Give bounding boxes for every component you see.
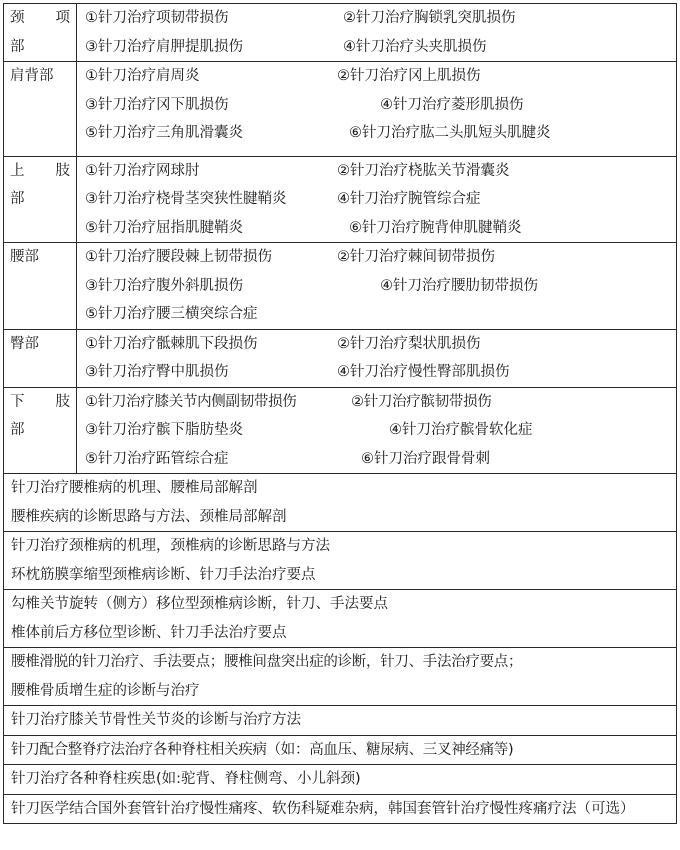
item-line [85, 358, 676, 387]
item-line [85, 243, 676, 272]
region-label: 下 肢 [10, 393, 70, 410]
topic-cell [4, 474, 677, 532]
item-line [85, 330, 676, 359]
treatment-item: ①针刀治疗肩周炎 [85, 68, 200, 84]
topic-text: 腰椎骨质增生症的诊断与治疗 [11, 682, 200, 699]
treatment-item: ⑥针刀治疗肱二头肌短头肌腱炎 [349, 125, 551, 141]
item-line [85, 214, 676, 243]
treatment-item: ③针刀治疗髌下脂肪垫炎 [85, 422, 243, 438]
treatment-item: ①针刀治疗腰段棘上韧带损伤 [85, 249, 272, 265]
item-line [85, 62, 676, 91]
treatment-item: ①针刀治疗膝关节内侧副韧带损伤 [85, 393, 297, 410]
treatment-item: ⑥针刀治疗跟骨骨刺 [361, 450, 490, 467]
topic-cell [4, 765, 677, 795]
region-label: 部 [10, 422, 25, 438]
treatment-item: ④针刀治疗菱形肌损伤 [380, 96, 524, 113]
item-line [85, 119, 676, 148]
treatment-item: ①针刀治疗网球肘 [85, 162, 200, 179]
treatment-item: ②针刀治疗桡肱关节滑囊炎 [337, 162, 510, 179]
treatment-item: ①针刀治疗项韧带损伤 [85, 10, 229, 26]
topic-text: 针刀治疗各种脊柱疾患(如:驼背、脊柱侧弯、小儿斜颈) [11, 771, 361, 787]
item-line [85, 4, 676, 33]
item-line [85, 91, 676, 120]
treatment-item: ⑤针刀治疗三角肌滑囊炎 [85, 125, 243, 141]
region-items-cell [77, 62, 677, 157]
treatment-item: ②针刀治疗梨状肌损伤 [337, 335, 481, 352]
treatment-item: ③针刀治疗臀中肌损伤 [85, 364, 229, 380]
treatment-item: ④针刀治疗腕管综合症 [337, 191, 481, 207]
treatment-item: ②针刀治疗棘间韧带损伤 [337, 249, 495, 265]
topic-row [4, 706, 677, 736]
topic-text: 腰椎滑脱的针刀治疗、手法要点；腰椎间盘突出症的诊断，针刀、手法治疗要点； [11, 654, 523, 670]
region-label: 肩背部 [10, 68, 54, 84]
treatment-item: ④针刀治疗慢性臀部肌损伤 [337, 364, 510, 380]
topic-text: 针刀治疗膝关节骨性关节炎的诊断与治疗方法 [11, 712, 301, 728]
topic-row [4, 532, 677, 590]
item-line [85, 157, 676, 186]
region-label: 部 [10, 191, 25, 207]
region-row-lumbar [4, 243, 677, 330]
syllabus-table [3, 3, 677, 824]
region-label-cell [4, 243, 77, 330]
treatment-item: ④针刀治疗髌骨软化症 [389, 422, 533, 438]
topic-text: 针刀治疗腰椎病的机理、腰椎局部解剖 [11, 480, 258, 496]
region-row-upper-limb [4, 156, 677, 243]
treatment-item: ③针刀治疗冈下肌损伤 [85, 96, 229, 113]
topic-text: 椎体前后方移位型诊断、针刀手法治疗要点 [11, 624, 287, 641]
topic-row [4, 474, 677, 532]
region-label: 上 肢 [10, 162, 70, 179]
treatment-item: ②针刀治疗髌韧带损伤 [351, 393, 492, 410]
region-label-cell [4, 156, 77, 243]
topic-row [4, 794, 677, 824]
topic-text: 勾椎关节旋转（侧方）移位型颈椎病诊断，针刀、手法要点 [11, 596, 388, 612]
topic-cell [4, 794, 677, 824]
topic-cell [4, 648, 677, 706]
region-row-shoulder-back [4, 62, 677, 157]
topic-cell [4, 706, 677, 736]
topic-row [4, 765, 677, 795]
region-items-cell [77, 329, 677, 387]
topic-text: 腰椎疾病的诊断思路与方法、颈椎局部解剖 [11, 508, 287, 525]
region-row-lower-limb [4, 387, 677, 474]
region-items-cell [77, 4, 677, 62]
item-line [85, 388, 676, 417]
treatment-item: ④针刀治疗头夹肌损伤 [343, 38, 487, 55]
region-label-cell [4, 4, 77, 62]
region-row-gluteal [4, 329, 677, 387]
treatment-item: ③针刀治疗肩胛提肌损伤 [85, 38, 243, 55]
topic-text: 环枕筋膜挛缩型颈椎病诊断、针刀手法治疗要点 [11, 566, 316, 583]
topic-cell [4, 590, 677, 648]
topic-cell [4, 735, 677, 765]
topic-text: 针刀治疗颈椎病的机理，颈椎病的诊断思路与方法 [11, 538, 330, 554]
treatment-item: ④针刀治疗腰肋韧带损伤 [380, 277, 538, 294]
region-label: 腰部 [10, 249, 39, 265]
region-label: 臀部 [10, 335, 39, 352]
treatment-item: ⑥针刀治疗腕背伸肌腱鞘炎 [349, 219, 522, 236]
topic-text: 针刀配合整脊疗法治疗各种脊柱相关疾病（如：高血压、糖尿病、三叉神经痛等) [11, 741, 514, 758]
treatment-item: ③针刀治疗腹外斜肌损伤 [85, 277, 243, 294]
region-label-cell [4, 62, 77, 157]
region-items-cell [77, 243, 677, 330]
region-items-cell [77, 156, 677, 243]
treatment-item: ②针刀治疗冈上肌损伤 [337, 68, 481, 84]
item-line [85, 445, 676, 474]
topic-row [4, 648, 677, 706]
region-label: 颈 项 [10, 10, 70, 26]
region-items-cell [77, 387, 677, 474]
topic-text: 针刀医学结合国外套管针治疗慢性痛疼、软伤科疑难杂病，韩国套管针治疗慢性疼痛疗法（可选） [11, 800, 635, 817]
treatment-item: ⑤针刀治疗屈指肌腱鞘炎 [85, 219, 243, 236]
topic-row [4, 735, 677, 765]
item-line [85, 300, 676, 329]
region-label: 部 [10, 38, 25, 55]
item-line [85, 185, 676, 214]
item-line [85, 33, 676, 62]
treatment-item: ⑤针刀治疗腰三横突综合症 [85, 306, 258, 322]
region-row-neck [4, 4, 677, 62]
treatment-item: ③针刀治疗桡骨茎突狭性腱鞘炎 [85, 191, 287, 207]
topic-cell [4, 532, 677, 590]
topic-row [4, 590, 677, 648]
treatment-item: ②针刀治疗胸锁乳突肌损伤 [343, 10, 516, 26]
item-line [85, 416, 676, 445]
item-line [85, 272, 676, 301]
treatment-item: ①针刀治疗骶棘肌下段损伤 [85, 335, 258, 352]
region-label-cell [4, 329, 77, 387]
region-label-cell [4, 387, 77, 474]
treatment-item: ⑤针刀治疗跖管综合症 [85, 450, 229, 467]
